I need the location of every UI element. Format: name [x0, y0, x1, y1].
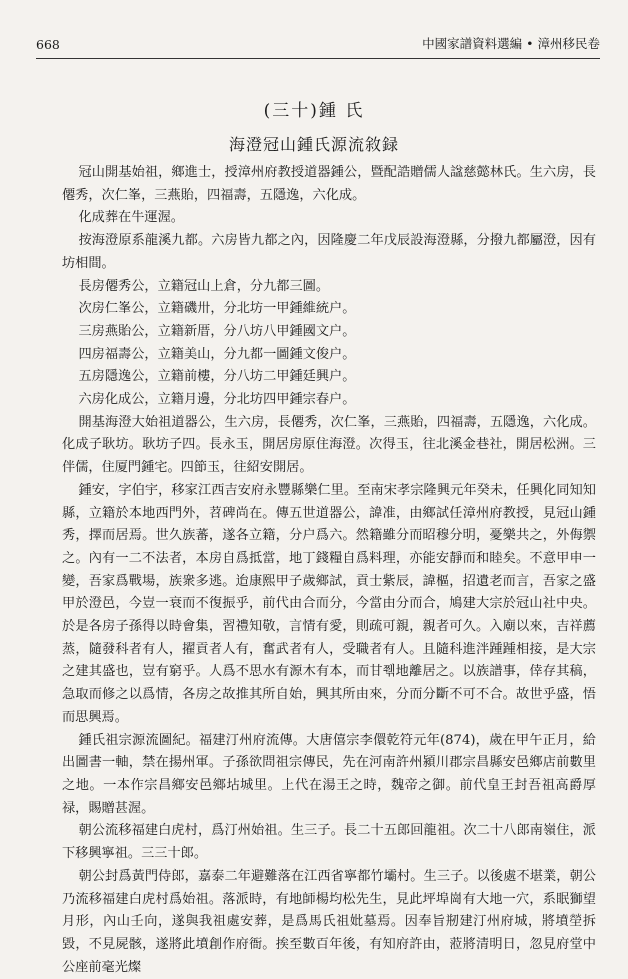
page-number: 668: [36, 37, 60, 52]
paragraph: 按海澄原系龍溪九都。六房皆九都之內，因隆慶二年戊辰設海澄縣，分撥九都屬澄，因有坊相間。: [62, 233, 596, 271]
paragraph: 鍾安，字伯宇，移家江西吉安府永豐縣樂仁里。至南宋孝宗隆興元年癸未，任興化同知知縣，立籍於本地西門外，苕碑尚在。傳五世道器公，諱准，由鄉試任漳州府教授，見冠山鍾秀，擇而居焉。世久族蕃，遂各立籍，分户爲六。然籍雖分而昭穆分明，憂樂共之，外侮禦之。內有一二不法者，本房自爲抵當，地丁錢糧自爲料理，亦能安靜而和睦矣。不意甲申一變，吾家爲戰場，族衆多逃。迨康熙甲子歲鄉試，貢士紫辰，諱樞，招遺老而言，吾家之盛甲於澄邑，今豈一衰而不復振乎，前代由合而分，今當由分而合，鳩建大宗於冠山社中央。於是各房子孫得以時會集，習禮知敬，言情有愛，則疏可親，親者可久。入廟以來，吉祥薦蒸，隨發科者有人，擢貢者人有，奮武者有人，受職者有人。且隨科進泮踵踵相接，是大宗之建其盛也，豈有窮乎。人爲不思水有源木有本，而甘쮂地離居之。以族譜事，倖存其稿，急取而修之以爲情，各房之故推其所自始，興其所由來，分而分斷不可不合。故世乎盛，悟而思興焉。: [62, 482, 596, 725]
paragraph: 冠山開基始祖，鄉進士，授漳州府教授道器鍾公，暨配誥贈儒人諡慈懿林氏。生六房，長僊秀，次仁峯，三燕貽，四福壽，五隱逸，六化成。: [62, 165, 596, 203]
paragraph: 化成葬在牛運渥。: [78, 210, 184, 226]
paragraph: 六房化成公，立籍月邊，分北坊四甲鍾宗春户。: [78, 392, 356, 408]
paragraph: 朝公流移福建白虎村，爲汀州始祖。生三子。長二十五郎回龍祖。次二十八郎南嶺住，派下移興寧祖。三三十郎。: [62, 823, 596, 862]
paragraph: 四房福壽公，立籍美山，分九都一圖鍾文俊户。: [78, 346, 356, 362]
chapter-title: (三十)鍾 氏: [263, 101, 365, 121]
paragraph: 朝公封爲黃門侍郎，嘉泰二年避難落在江西省寧都竹壩村。生三子。以後處不堪業，朝公乃流移福建白虎村爲始祖。落派時，有地師楊均松先生，見此坪埠崗有大地一穴，系眠獅望月形，內山壬向，遂與我祖處安葬，是爲馬氏祖妣墓焉。因奉旨剏建汀州府城，將墳塋拆毀，不見屍骸，遂將此墳創作府衙。挨至數百年後，有知府許由，蒞將清明日，忽見府堂中公座前毫光燦: [62, 868, 596, 975]
paragraph: 開基海澄大始祖道器公，生六房，長僊秀，次仁峯，三燕貽，四福壽，五隱逸，六化成。化成子耿坊。耿坊子四。長永玉，開居房原住海澄。次得玉，往北溪金巷社，開居松洲。三伴儒，住厦門鍾宅。四節玉，往紹安開居。: [62, 414, 596, 476]
paragraph: 鍾氏祖宗源流圖紀。福建汀州府流傳。大唐僖宗李儇乾符元年(874)，歲在甲午正月，給出圖書一軸，禁在揚州軍。子孫欲問祖宗傳民，先在河南許州潁川郡宗昌縣安邑鄉店前數里之地。一本作宗昌鄉安邑鄉坫城里。上代在湯王之時，魏帝之御。前代皇王封吾祖高爵厚禄，賜贈甚渥。: [62, 732, 596, 816]
paragraph: 三房燕貽公，立籍新厝，分八坊八甲鍾國文户。: [78, 323, 356, 339]
paragraph: 次房仁峯公，立籍磯卅，分北坊一甲鍾維統户。: [78, 301, 356, 317]
section-title: 海澄冠山鍾氏源流敘録: [228, 135, 399, 154]
paragraph: 長房僊秀公，立籍冠山上倉，分九都三圖。: [78, 278, 330, 294]
book-title: 中國家譜資料選編 • 漳州移民卷: [422, 36, 600, 51]
body-text: [62, 162, 596, 979]
header-rule: [36, 58, 600, 59]
paragraph: 五房隱逸公，立籍前樓，分八坊二甲鍾廷興户。: [78, 369, 356, 385]
page-header: [36, 30, 600, 52]
